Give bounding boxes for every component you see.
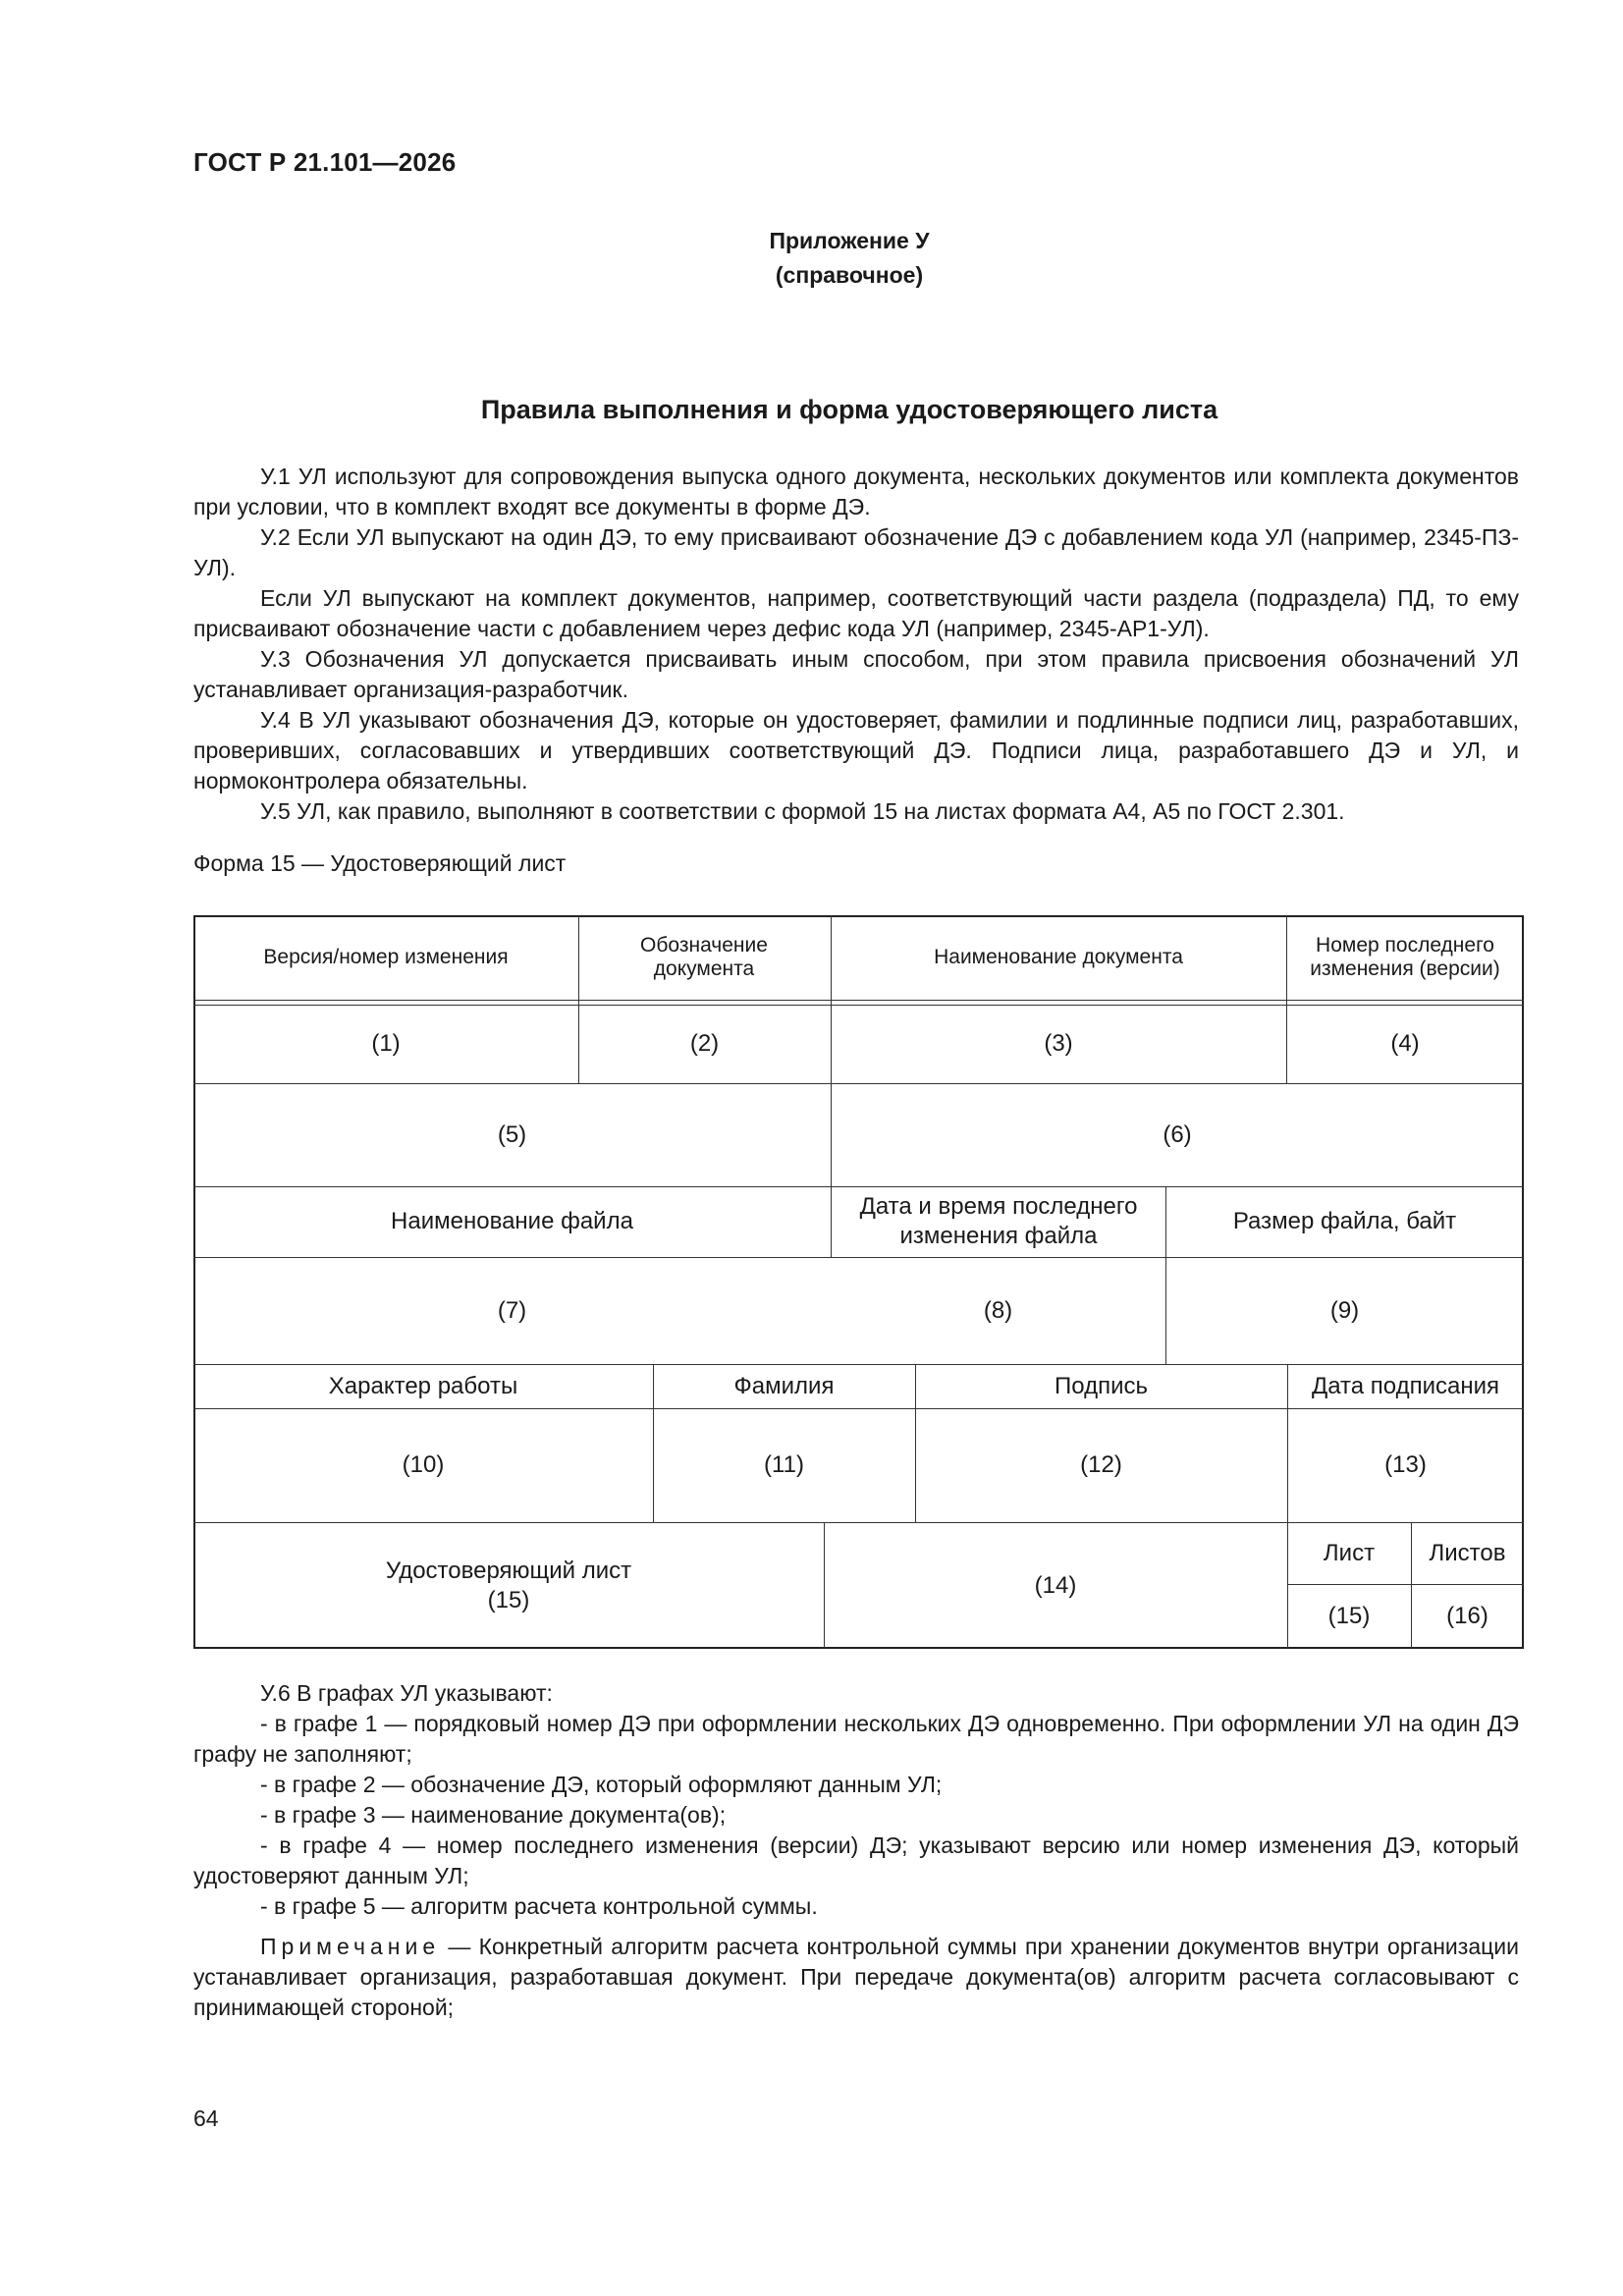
- note: [193, 1932, 1519, 2023]
- section-title: Правила выполнения и форма удостоверяющего листа: [480, 395, 1218, 424]
- paragraph: У.2 Если УЛ выпускают на один ДЭ, то ему присваивают обозначение ДЭ с добавлением кода УЛ (например, 2345-ПЗ-УЛ).: [193, 524, 1519, 580]
- paragraph: Если УЛ выпускают на комплект документов, например, соответствующий части раздела (подраздела) ПД, то ему присваивают обозначение части с добавлением через дефис кода УЛ (например, 2345-АР1-УЛ).: [193, 585, 1519, 641]
- paragraph: У.4 В УЛ указывают обозначения ДЭ, которые он удостоверяет, фамилии и подлинные подписи лиц, разработавших, проверивших, согласовавших и утвердивших соответствующий ДЭ. Подписи лица, разработавшего ДЭ и УЛ, и нормоконтролера обязательны.: [193, 707, 1519, 793]
- cell-13: (13): [1384, 1451, 1427, 1478]
- header-version: Версия/номер изменения: [263, 946, 509, 968]
- cell-10: (10): [402, 1451, 445, 1478]
- cell-1: (1): [371, 1030, 401, 1057]
- paragraph: У.6 В графах УЛ указывают:: [260, 1680, 553, 1706]
- sign-date-header: Дата подписания: [1311, 1372, 1500, 1399]
- graph-instructions: [193, 1678, 1519, 2023]
- body-paragraphs: [193, 462, 1519, 827]
- note-label: Примечание: [260, 1934, 441, 1959]
- note-text: — Конкретный алгоритм расчета контрольной суммы при хранении документов внутри организации устанавливает организация, разработавшая документ. При передаче документа(ов) алгоритм расчета согласовывают с принимающей стороной;: [193, 1934, 1519, 2020]
- cell-2: (2): [689, 1030, 720, 1057]
- cell-3: (3): [1044, 1030, 1073, 1057]
- appendix-label: Приложение У: [769, 228, 930, 253]
- list-item: - в графе 4 — номер последнего изменения (версии) ДЭ; указывают версию или номер изменения ДЭ, который удостоверяют данным УЛ;: [193, 1832, 1519, 1888]
- cell-15: (15): [1327, 1603, 1371, 1629]
- sheets-header: Листов: [1429, 1539, 1506, 1566]
- certification-sheet-form: [193, 915, 1524, 1649]
- paragraph: У.1 УЛ используют для сопровождения выпуска одного документа, нескольких документов или комплекта документов при условии, что в комплект входят все документы в форме ДЭ.: [193, 464, 1519, 519]
- signature-header: Подпись: [1055, 1372, 1148, 1399]
- cell-5: (5): [497, 1121, 527, 1148]
- cell-15-number: (15): [487, 1586, 530, 1613]
- paragraph: У.5 УЛ, как правило, выполняют в соответствии с формой 15 на листах формата А4, А5 по ГОСТ 2.301.: [260, 798, 1345, 824]
- cell-4: (4): [1390, 1030, 1420, 1057]
- paragraph: У.3 Обозначения УЛ допускается присваивать иным способом, при этом правила присвоения обозначений УЛ устанавливает организация-разработчик.: [193, 646, 1519, 702]
- header-doc-name: Наименование документа: [934, 946, 1183, 968]
- list-item: - в графе 5 — алгоритм расчета контрольной суммы.: [260, 1893, 818, 1919]
- list-item: - в графе 1 — порядковый номер ДЭ при оформлении нескольких ДЭ одновременно. При оформлении УЛ на один ДЭ графу не заполняют;: [193, 1711, 1519, 1767]
- cell-6: (6): [1163, 1121, 1192, 1148]
- appendix-kind: (справочное): [775, 262, 924, 288]
- header-last-change: Номер последнего изменения (версии): [1310, 934, 1500, 980]
- cell-16: (16): [1446, 1603, 1488, 1629]
- cell-14: (14): [1034, 1571, 1077, 1599]
- cell-8: (8): [983, 1296, 1013, 1324]
- page-number: 64: [193, 2105, 219, 2131]
- cert-sheet-cell: [193, 1522, 824, 1649]
- standard-code: ГОСТ Р 21.101—2026: [193, 147, 457, 177]
- sheet-header: Лист: [1323, 1539, 1376, 1566]
- list-item: - в графе 3 — наименование документа(ов);: [260, 1802, 727, 1828]
- cell-12: (12): [1080, 1451, 1122, 1478]
- file-size-header: Размер файла, байт: [1232, 1208, 1457, 1234]
- header-designation: Обозначение документа: [640, 934, 768, 980]
- work-type-header: Характер работы: [328, 1372, 518, 1399]
- cert-sheet-label: Удостоверяющий лист: [385, 1557, 632, 1584]
- file-name-header: Наименование файла: [391, 1208, 633, 1234]
- list-item: - в графе 2 — обозначение ДЭ, который оформляют данным УЛ;: [260, 1772, 943, 1797]
- cell-9: (9): [1329, 1296, 1360, 1324]
- file-date-header: Дата и время последнего изменения файла: [859, 1193, 1138, 1249]
- form-caption: Форма 15 — Удостоверяющий лист: [193, 850, 567, 876]
- cell-11: (11): [764, 1451, 804, 1478]
- cell-7: (7): [497, 1296, 527, 1324]
- row-divider: [193, 1000, 1524, 1001]
- surname-header: Фамилия: [733, 1372, 835, 1399]
